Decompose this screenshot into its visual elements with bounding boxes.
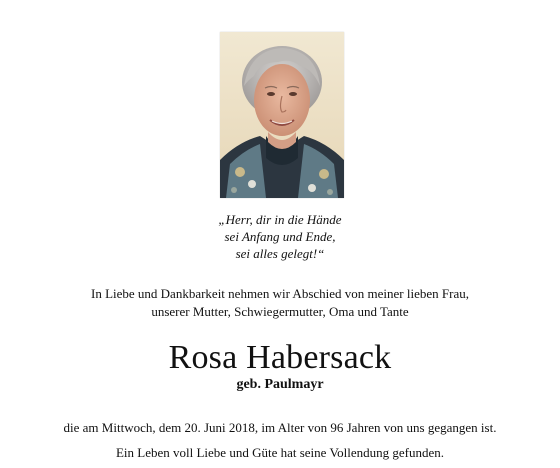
- bible-quote: [0, 211, 560, 262]
- intro-line: In Liebe und Dankbarkeit nehmen wir Abschied von meiner lieben Frau,: [91, 286, 469, 301]
- maiden-name: geb. Paulmayr: [236, 377, 324, 392]
- portrait-image: [220, 32, 344, 198]
- death-details: die am Mittwoch, dem 20. Juni 2018, im Alter von 96 Jahren von uns gegangen ist.: [63, 420, 497, 435]
- quote-line: „Herr, dir in die Hände: [218, 212, 342, 227]
- farewell-intro: [0, 285, 560, 321]
- closing-line: Ein Leben voll Liebe und Güte hat seine Vollendung gefunden.: [115, 445, 445, 460]
- deceased-name: Rosa Habersack: [168, 339, 392, 376]
- portrait-photo: [220, 32, 344, 198]
- quote-line: sei alles gelegt!“: [235, 246, 325, 261]
- quote-line: sei Anfang und Ende,: [224, 229, 336, 244]
- intro-line: unserer Mutter, Schwiegermutter, Oma und Tante: [151, 304, 409, 319]
